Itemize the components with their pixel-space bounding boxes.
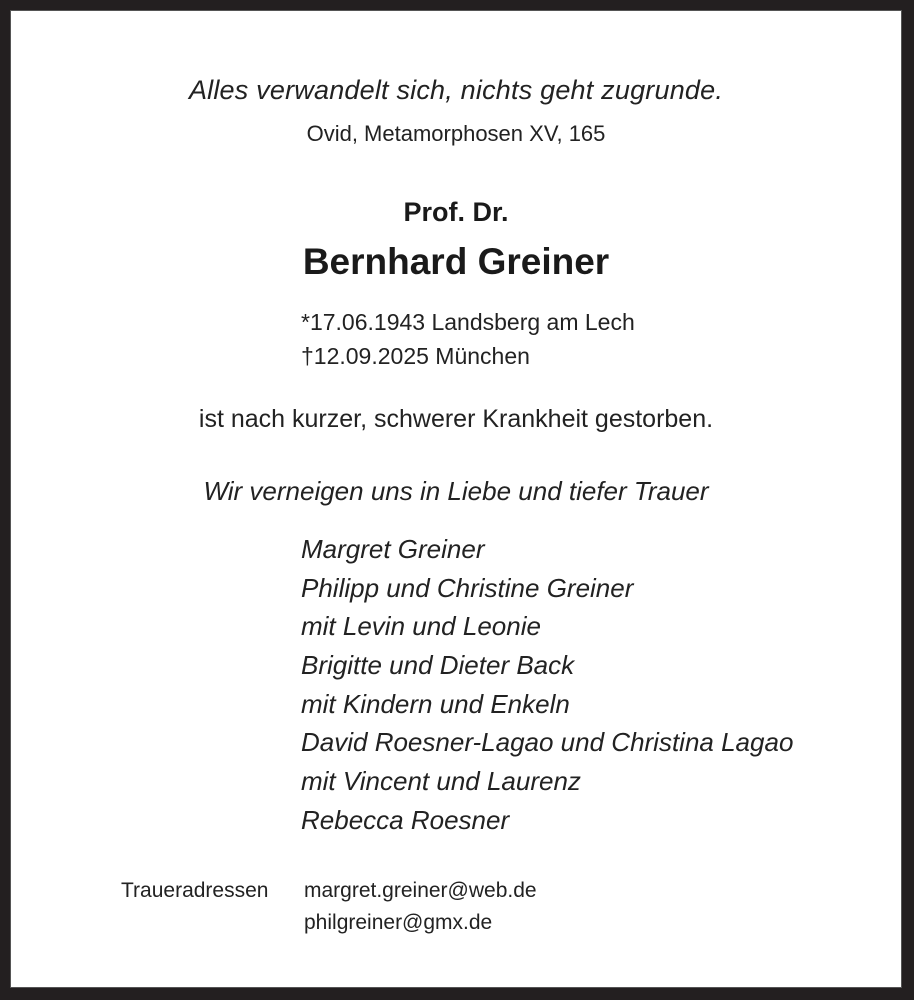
email-address: margret.greiner@web.de bbox=[304, 879, 537, 902]
deceased-name: Bernhard Greiner bbox=[302, 241, 610, 282]
academic-title: Prof. Dr. bbox=[403, 197, 509, 227]
death-statement: ist nach kurzer, schwerer Krankheit gestorben. bbox=[198, 405, 714, 433]
motto-quote: Alles verwandelt sich, nichts geht zugrunde. bbox=[188, 75, 724, 105]
death-date: †12.09.2025 München bbox=[301, 343, 530, 369]
email-address: philgreiner@gmx.de bbox=[304, 911, 493, 934]
obituary-card bbox=[10, 10, 902, 988]
birth-date: *17.06.1943 Landsberg am Lech bbox=[301, 309, 635, 335]
mourner-item: mit Vincent und Laurenz bbox=[301, 766, 581, 797]
mourner-item: Philipp und Christine Greiner bbox=[301, 572, 634, 603]
mourner-item: David Roesner-Lagao und Christina Lagao bbox=[301, 727, 794, 758]
mourner-item: mit Kindern und Enkeln bbox=[301, 688, 570, 719]
mourner-item: Brigitte und Dieter Back bbox=[301, 650, 575, 681]
motto-source: Ovid, Metamorphosen XV, 165 bbox=[306, 121, 606, 146]
farewell-line: Wir verneigen uns in Liebe und tiefer Trauer bbox=[203, 476, 709, 506]
mourners-list bbox=[301, 532, 793, 842]
mourner-item: mit Levin und Leonie bbox=[301, 611, 541, 642]
mourner-item: Rebecca Roesner bbox=[301, 804, 510, 835]
mourner-item: Margret Greiner bbox=[301, 534, 485, 564]
addresses-label: Traueradressen bbox=[121, 879, 269, 902]
